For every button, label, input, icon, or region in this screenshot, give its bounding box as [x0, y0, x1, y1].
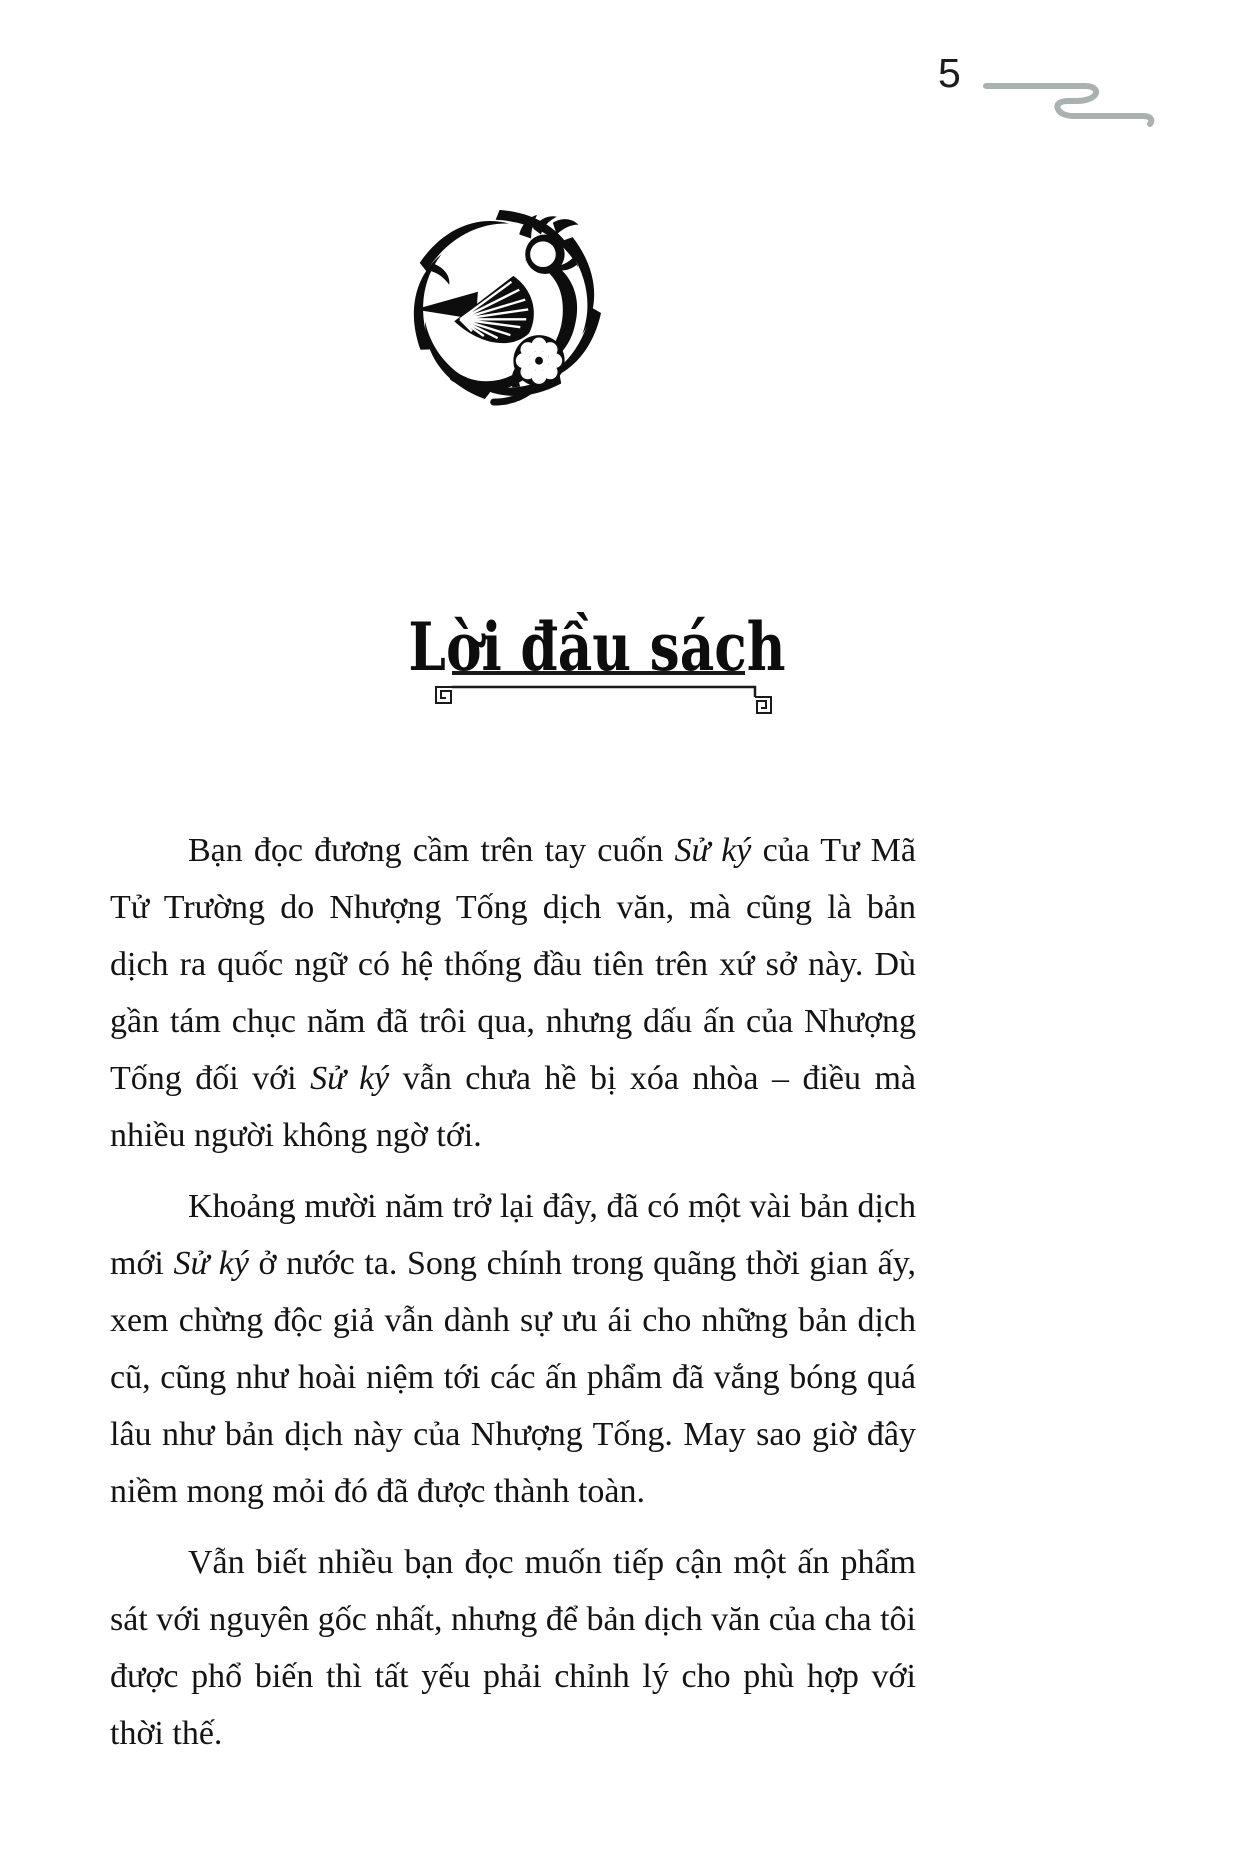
chapter-title: Lời đầu sách: [408, 608, 786, 686]
paragraph: Vẫn biết nhiều bạn đọc muốn tiếp cận một ấn phẩm sát với nguyên gốc nhất, nhưng để bản dịch văn của cha tôi được phổ biến thì tất yếu phải chỉnh lý cho phù hợp với thời thế.: [110, 1544, 916, 1752]
page-number: 5: [938, 50, 961, 96]
body-text: [110, 822, 916, 1776]
paragraph: Khoảng mười năm trở lại đây, đã có một vài bản dịch mới Sử ký ở nước ta. Song chính trong quãng thời gian ấy, xem chừng độc giả vẫn dành sự ưu ái cho những bản dịch cũ, cũng như hoài niệm tới các ấn phẩm đã vắng bóng quá lâu như bản dịch này của Nhượng Tống. May sao giờ đây niềm mong mỏi đó đã được thành toàn.: [110, 1188, 916, 1510]
phoenix-medallion-icon: [402, 202, 609, 414]
paragraph: Bạn đọc đương cầm trên tay cuốn Sử ký của Tư Mã Tử Trường do Nhượng Tống dịch văn, mà cũng là bản dịch ra quốc ngữ có hệ thống đầu tiên trên xứ sở này. Dù gần tám chục năm đã trôi qua, nhưng dấu ấn của Nhượng Tống đối với Sử ký vẫn chưa hề bị xóa nhòa – điều mà nhiều người không ngờ tới.: [110, 832, 916, 1154]
spiral-key-rule-icon: [432, 666, 776, 721]
cloud-swirl-icon: [982, 78, 1164, 135]
